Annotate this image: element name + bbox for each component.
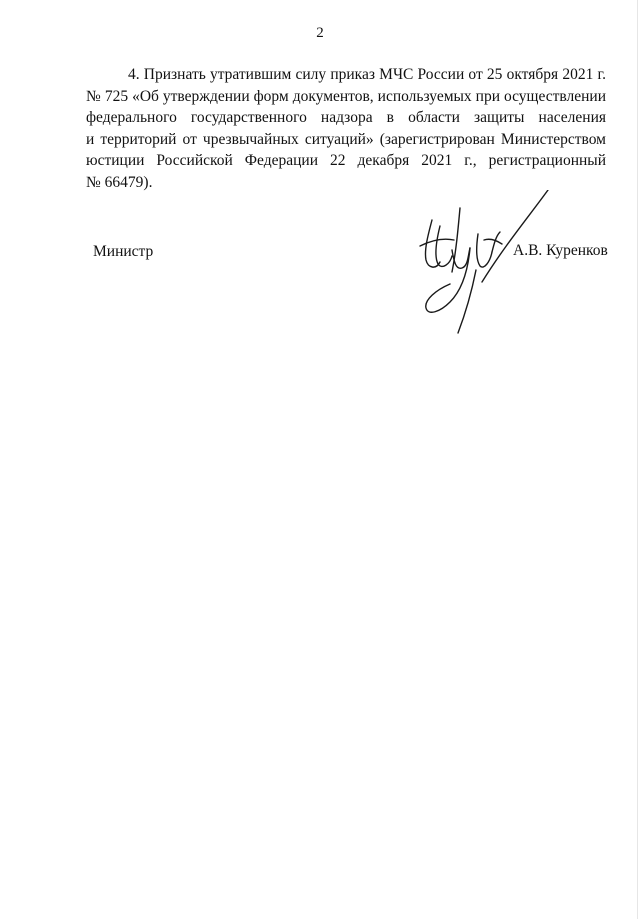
- paragraph-line: № 725 «Об утверждении форм документов, используемых при осуществлении: [86, 87, 606, 105]
- paragraph-line: 4. Признать утратившим силу приказ МЧС России от 25 октября 2021 г.: [128, 66, 606, 83]
- scan-edge: [637, 0, 638, 919]
- signature-block: [0, 190, 640, 350]
- paragraph-4: [86, 64, 606, 194]
- paragraph-line: юстиции Российской Федерации 22 декабря 2021 г., регистрационный: [86, 152, 606, 170]
- paragraph-line: федерального государственного надзора в области защиты населения: [86, 109, 606, 127]
- signer-name: А.В. Куренков: [513, 242, 608, 259]
- handwritten-signature: [410, 190, 560, 335]
- paragraph-line: и территорий от чрезвычайных ситуаций» (зарегистрирован Министерством: [86, 130, 606, 148]
- page-number: 2: [316, 25, 324, 41]
- signer-title: Министр: [93, 243, 154, 260]
- paragraph-line: № 66479).: [86, 173, 153, 191]
